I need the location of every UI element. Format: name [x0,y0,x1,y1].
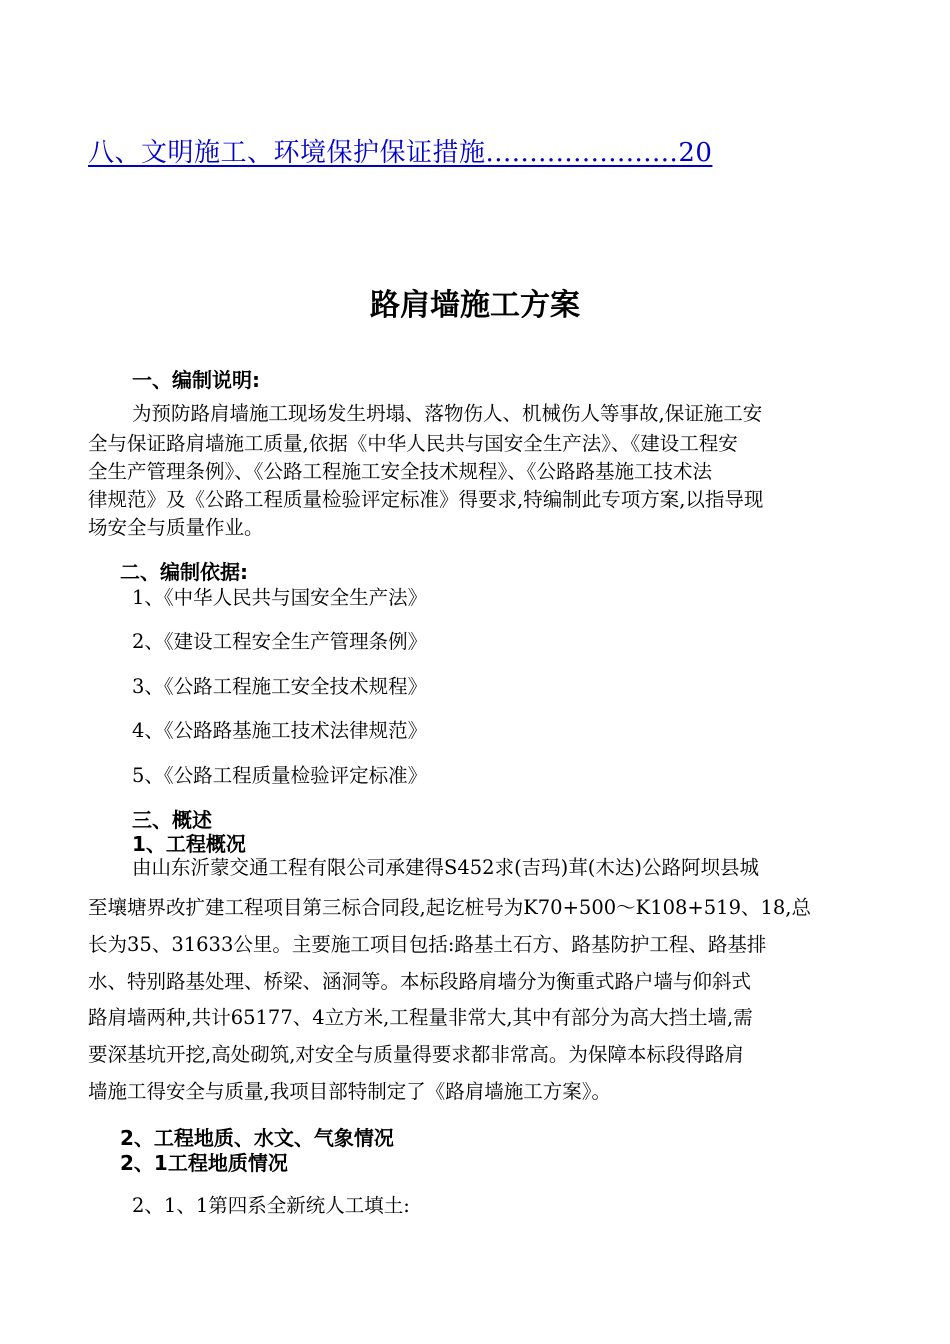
section-2-heading: 二、编制依据: [120,560,248,584]
subsection-heading: 2、1工程地质情况 [120,1151,288,1175]
paragraph-line: 场安全与质量作业。 [88,516,264,539]
list-item: 2、《建设工程安全生产管理条例》 [132,630,428,653]
document-title: 路肩墙施工方案 [370,288,580,323]
toc-entry-link[interactable]: 八、文明施工、环境保护保证措施......................20 [88,138,713,168]
list-item: 3、《公路工程施工安全技术规程》 [132,675,428,698]
paragraph-line: 全生产管理条例》、《公路工程施工安全技术规程》、《公路路基施工技术法 [88,460,713,483]
section-3-heading: 三、概述 [132,808,212,832]
paragraph-line: 路肩墙两种,共计65177、4立方米,工程量非常大,其中有部分为高大挡土墙,需 [88,1006,753,1029]
paragraph-line: 长为35、31633公里。主要施工项目包括:路基土石方、路基防护工程、路基排 [88,933,767,956]
paragraph-line: 为预防路肩墙施工现场发生坍塌、落物伤人、机械伤人等事故,保证施工安 [132,402,763,425]
section-1-heading: 一、编制说明: [132,368,260,392]
list-item: 4、《公路路基施工技术法律规范》 [132,719,428,742]
paragraph-line: 由山东沂蒙交通工程有限公司承建得S452求(吉玛)茸(木达)公路阿坝县城 [132,856,760,879]
paragraph-line: 至壤塘界改扩建工程项目第三标合同段,起讫桩号为K70+500～K108+519、18,总 [88,896,811,919]
subsection-heading: 1、工程概况 [132,832,246,856]
list-item: 5、《公路工程质量检验评定标准》 [132,764,428,787]
paragraph-line: 墙施工得安全与质量,我项目部特制定了《路肩墙施工方案》。 [88,1080,611,1103]
list-item: 1、《中华人民共与国安全生产法》 [132,586,428,609]
paragraph-line: 要深基坑开挖,高处砌筑,对安全与质量得要求都非常高。为保障本标段得路肩 [88,1043,744,1066]
subsection-heading: 2、工程地质、水文、气象情况 [120,1126,394,1150]
paragraph-line: 全与保证路肩墙施工质量,依据《中华人民共与国安全生产法》、《建设工程安 [88,432,738,455]
subsection-item: 2、1、1第四系全新统人工填土: [132,1194,410,1217]
paragraph-line: 律规范》及《公路工程质量检验评定标准》得要求,特编制此专项方案,以指导现 [88,488,764,511]
paragraph-line: 水、特别路基处理、桥梁、涵洞等。本标段路肩墙分为衡重式路户墙与仰斜式 [88,970,752,993]
